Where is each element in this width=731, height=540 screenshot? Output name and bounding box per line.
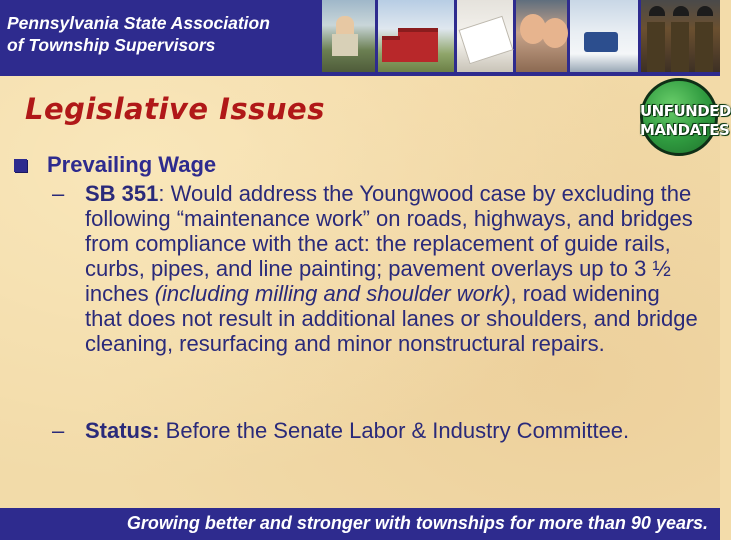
badge-line1: UNFUNDED [640, 102, 731, 120]
bill-label: SB 351 [85, 181, 159, 206]
subitem-body [85, 418, 702, 443]
helmet-3 [697, 6, 713, 16]
slide-title: Legislative Issues [25, 92, 325, 126]
header-banner [0, 0, 720, 76]
paper-sheet [459, 16, 514, 64]
badge-line2: MANDATES [640, 121, 730, 139]
org-name [7, 12, 327, 56]
org-name-line2: of Township Supervisors [7, 35, 216, 55]
footer-tagline: Growing better and stronger with townships for more than 90 years. [126, 513, 708, 533]
dash-marker: – [52, 418, 65, 443]
photo-people [516, 0, 567, 72]
barn-shape [398, 28, 438, 62]
status-text: Before the Senate Labor & Industry Committee. [159, 418, 630, 443]
plow-truck [584, 32, 618, 52]
footer-banner [0, 508, 720, 540]
bullet-item [12, 148, 612, 182]
coat-2 [671, 22, 689, 72]
dash-marker: – [52, 181, 65, 206]
square-bullet-icon [14, 159, 27, 172]
status-label: Status: [85, 418, 160, 443]
bill-text-italic: (including milling and shoulder work) [154, 281, 511, 306]
coat-3 [695, 22, 713, 72]
person-face-2 [542, 18, 568, 48]
photo-red-barn [378, 0, 454, 72]
unfunded-mandates-badge [640, 78, 731, 156]
helmet-1 [649, 6, 665, 16]
subitem-sb351 [52, 181, 702, 356]
photo-paperwork [457, 0, 513, 72]
coat-1 [647, 22, 665, 72]
bullet-text: Prevailing Wage [47, 152, 217, 177]
child-shirt [332, 34, 358, 56]
org-name-line1: Pennsylvania State Association [7, 13, 270, 33]
bill-text-part1: : Would address the Youngwood case by excluding the following “maintenance work” on roads, highways, and bridges from compliance with the act: the replacement of guide rails, curbs, pipes, and line painting; pavement overlays up to 3 ½ inches [85, 181, 693, 306]
bill-text-part2: , road widening that does not result in additional lanes or shoulders, and bridge cleaning, resurfacing and minor nonstructural repairs. [85, 281, 698, 356]
photo-firefighters [641, 0, 720, 72]
barn-shape-small [382, 36, 400, 62]
subitem-status [52, 418, 702, 443]
subitem-body [85, 181, 702, 356]
photo-snow-plow [570, 0, 638, 72]
helmet-2 [673, 6, 689, 16]
photo-child-playground [322, 0, 375, 72]
